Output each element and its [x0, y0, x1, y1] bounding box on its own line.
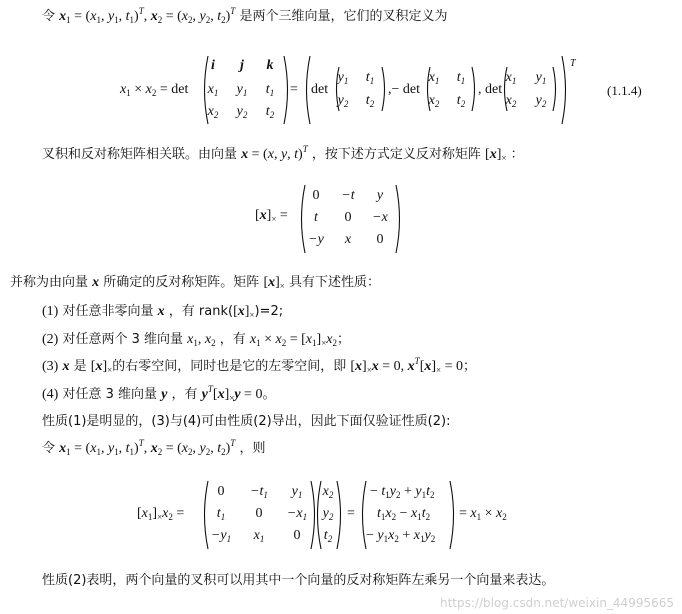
property-3: (3) x 是 $[x]_\times$的右零空间，同时也是它的左零空间，即 $[x]_\times x = 0$, $x^T[x]_\times = 0$；: [42, 356, 477, 375]
intro-text: 是两个三维向量，它们的叉积定义为: [239, 9, 448, 24]
definition-text-2: 所确定的反对称矩阵。矩阵: [103, 275, 260, 290]
property-3-label: (3): [42, 359, 59, 374]
property-4-text-2: ，有: [171, 387, 198, 402]
property-2-text-2: ，有: [219, 332, 246, 347]
property-1-label: (1): [42, 304, 59, 319]
definition-line: 并称为由向量 x 所确定的反对称矩阵。矩阵 $[x]_\times$ 具有下述性质：: [10, 275, 381, 291]
obvious-text: 性质(1)是明显的，(3)与(4)可由性质(2)导出，因此下面仅验证性质(2):: [42, 414, 451, 429]
definition-text-3: 具有下述性质：: [289, 275, 381, 290]
property-1-text-2: ，有 rank(: [168, 304, 234, 319]
conclusion-line: [42, 572, 554, 590]
obvious-line: [42, 413, 450, 431]
property-4-text: 对任意 3 维向量: [62, 387, 158, 402]
let-suffix: ，则: [239, 441, 266, 456]
property-1: (1) 对任意非零向量 x ，有 $rank([x]_\times)=2$;: [42, 304, 284, 320]
property-4: (4) 对任意 3 维向量 y ，有 $y^T[x]_\times y = 0$。: [42, 384, 276, 403]
let-prefix: 令: [42, 441, 56, 456]
property-1-text-3: )=2;: [254, 304, 284, 319]
property-2-label: (2): [42, 332, 59, 347]
association-text-2: ，按下述方式定义反对称矩阵: [311, 147, 481, 162]
conclusion-text: 性质(2)表明，两个向量的叉积可以用其中一个向量的反对称矩阵左乘另一个向量来表达。: [42, 573, 555, 588]
property-3-text: 是: [73, 359, 87, 374]
let-line: 令 $x_1 = (x_1$, $y_1$, $t_1)^T$, $x_2 = (x_2$, $y_2$, $t_2)^T$ ，则: [42, 438, 266, 457]
watermark: https://blog.csdn.net/weixin_44995665: [439, 596, 674, 610]
property-4-label: (4): [42, 387, 59, 402]
intro-prefix: 令: [42, 9, 56, 24]
association-end: ：: [510, 147, 524, 162]
property-2: (2) 对任意两个 3 维向量 $x_1$, $x_2$ ，有 $x_1 \times x_2 = [x_1]_\times x_2$；: [42, 332, 350, 348]
definition-text: 并称为由向量: [10, 275, 89, 290]
association-text: 叉积和反对称矩阵相关联。由向量: [42, 147, 238, 162]
association-line: 叉积和反对称矩阵相关联。由向量 x = (x, y, t)$^T$ ，按下述方式定义反对称矩阵 $[x]_\times$ ：: [42, 144, 524, 163]
property-3-text-2: 的右零空间，同时也是它的左零空间，即: [112, 359, 347, 374]
equation-number: (1.1.4): [607, 83, 642, 98]
property-1-text: 对任意非零向量: [62, 304, 154, 319]
property-2-text: 对任意两个 3 维向量: [62, 332, 184, 347]
vector-definition: $x_1 = (x_1$, $y_1$, $t_1)^T$, $x_2 = (x_2$, $y_2$, $t_2)^T$: [59, 6, 236, 25]
intro-line: [42, 8, 447, 26]
